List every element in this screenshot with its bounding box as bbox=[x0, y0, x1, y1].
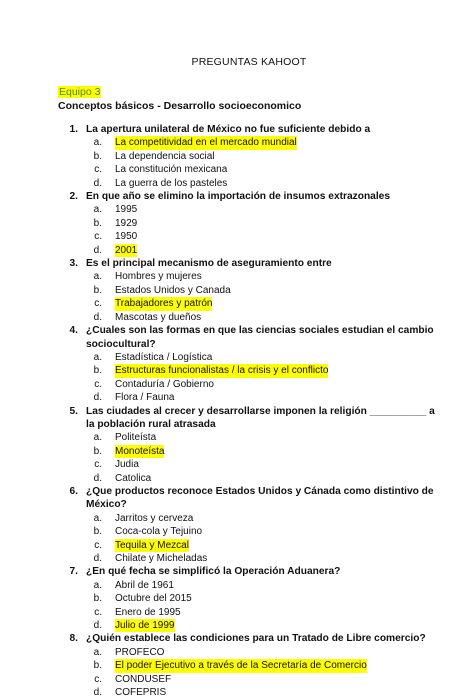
answer-option bbox=[58, 284, 474, 297]
question-item bbox=[58, 257, 474, 324]
option-text: Estadística / Logística bbox=[115, 351, 213, 363]
question-text: Las ciudades al crecer y desarrollarse imponen la religión __________ a la población rural atrasada bbox=[86, 405, 435, 430]
answer-option bbox=[58, 391, 474, 404]
option-letter: b. bbox=[93, 526, 102, 538]
option-letter: a. bbox=[93, 137, 102, 149]
option-text: Chilate y Micheladas bbox=[115, 553, 208, 564]
option-letter: a. bbox=[93, 432, 102, 444]
option-text: Jarritos y cerveza bbox=[115, 512, 194, 524]
question-number: 2. bbox=[69, 191, 78, 203]
option-text: Judia bbox=[115, 459, 139, 471]
option-letter: b. bbox=[93, 150, 102, 162]
correct-answer-text: 2001 bbox=[115, 244, 138, 256]
header-block bbox=[58, 82, 474, 113]
question-text: ¿Quién establece las condiciones para un Tratado de Libre comercio? bbox=[86, 633, 426, 645]
option-letter: c. bbox=[94, 164, 102, 176]
option-text: Flora / Fauna bbox=[115, 392, 175, 404]
subtitle: Conceptos básicos - Desarrollo socioeconomico bbox=[58, 100, 302, 112]
question-line bbox=[58, 485, 474, 512]
question-number: 1. bbox=[69, 124, 78, 135]
option-letter: c. bbox=[94, 606, 102, 618]
question-text: ¿Cuales son las formas en que las ciencias sociales estudian el cambio sociocultural? bbox=[86, 325, 434, 350]
question-item bbox=[58, 190, 474, 257]
answer-option bbox=[58, 552, 474, 565]
answer-option bbox=[58, 378, 474, 391]
option-letter: d. bbox=[93, 177, 102, 189]
option-letter: b. bbox=[93, 593, 102, 605]
question-item bbox=[58, 405, 474, 485]
question-number: 7. bbox=[69, 566, 78, 578]
question-text: ¿En qué fecha se simplificó la Operación Aduanera? bbox=[86, 566, 341, 578]
question-text: Es el principal mecanismo de aseguramiento entre bbox=[86, 258, 332, 270]
option-letter: a. bbox=[93, 646, 102, 658]
option-letter: b. bbox=[93, 284, 102, 296]
correct-answer-text: La competitividad en el mercado mundial bbox=[115, 137, 297, 149]
option-text: CONDUSEF bbox=[115, 673, 172, 685]
option-letter: b. bbox=[93, 365, 102, 377]
option-text: Estados Unidos y Canada bbox=[115, 284, 231, 296]
option-list bbox=[58, 203, 474, 257]
question-item bbox=[58, 485, 474, 565]
answer-option bbox=[58, 136, 474, 149]
option-text: Coca-cola y Tejuino bbox=[115, 526, 203, 538]
question-number: 5. bbox=[69, 405, 78, 417]
option-letter: c. bbox=[94, 673, 102, 685]
option-letter: d. bbox=[93, 244, 102, 256]
answer-option bbox=[58, 525, 474, 538]
question-text: En que año se elimino la importación de insumos extrazonales bbox=[86, 191, 391, 203]
option-text: 1950 bbox=[115, 231, 138, 243]
answer-option bbox=[58, 659, 474, 672]
question-line bbox=[58, 190, 474, 203]
option-letter: a. bbox=[93, 204, 102, 216]
option-list bbox=[58, 270, 474, 324]
option-letter: c. bbox=[94, 298, 102, 310]
answer-option bbox=[58, 270, 474, 283]
option-list bbox=[58, 512, 474, 566]
option-letter: d. bbox=[93, 687, 102, 699]
option-letter: d. bbox=[93, 620, 102, 632]
option-text: Abril de 1961 bbox=[115, 579, 174, 591]
question-line bbox=[58, 565, 474, 578]
answer-option bbox=[58, 686, 474, 699]
answer-option bbox=[58, 163, 474, 176]
answer-option bbox=[58, 217, 474, 230]
question-number: 3. bbox=[69, 258, 78, 270]
team-label: Equipo 3 bbox=[59, 86, 101, 98]
correct-answer-text: Tequila y Mezcal bbox=[115, 539, 189, 551]
correct-answer-text: Julio de 1999 bbox=[115, 620, 175, 632]
option-letter: b. bbox=[93, 445, 102, 457]
question-text: La apertura unilateral de México no fue suficiente debido a bbox=[86, 124, 371, 135]
option-text: Mascotas y dueños bbox=[115, 311, 202, 323]
answer-option bbox=[58, 579, 474, 592]
question-text: ¿Que productos reconoce Estados Unidos y Cánada como distintivo de México? bbox=[86, 485, 434, 511]
answer-option bbox=[58, 150, 474, 163]
option-letter: d. bbox=[93, 311, 102, 323]
answer-option bbox=[58, 619, 474, 632]
option-text: Hombres y mujeres bbox=[115, 271, 202, 283]
question-line bbox=[58, 405, 474, 432]
option-text: Catolica bbox=[115, 472, 152, 484]
question-number: 4. bbox=[69, 325, 78, 337]
answer-option bbox=[58, 445, 474, 458]
option-list bbox=[58, 136, 474, 190]
question-line bbox=[58, 257, 474, 270]
question-item bbox=[58, 123, 474, 190]
option-list bbox=[58, 351, 474, 405]
answer-option bbox=[58, 592, 474, 605]
answer-option bbox=[58, 512, 474, 525]
option-text: Octubre del 2015 bbox=[115, 593, 192, 605]
page-title: PREGUNTAS KAHOOT bbox=[191, 56, 307, 68]
option-list bbox=[58, 431, 474, 485]
option-list bbox=[58, 579, 474, 633]
question-number: 8. bbox=[69, 633, 78, 645]
correct-answer-text: El poder Ejecutivo a través de la Secretaría de Comercio bbox=[115, 660, 367, 672]
answer-option bbox=[58, 203, 474, 216]
option-letter: a. bbox=[93, 351, 102, 363]
option-letter: c. bbox=[94, 459, 102, 471]
question-item bbox=[58, 324, 474, 404]
option-text: 1929 bbox=[115, 217, 138, 229]
answer-option bbox=[58, 177, 474, 190]
option-text: La constitución mexicana bbox=[115, 164, 228, 176]
option-letter: d. bbox=[93, 472, 102, 484]
answer-option bbox=[58, 458, 474, 471]
option-letter: c. bbox=[94, 539, 102, 551]
question-list bbox=[0, 123, 474, 699]
answer-option bbox=[58, 673, 474, 686]
answer-option bbox=[58, 297, 474, 310]
answer-option bbox=[58, 244, 474, 257]
answer-option bbox=[58, 364, 474, 377]
option-letter: a. bbox=[93, 579, 102, 591]
question-line bbox=[58, 123, 474, 136]
question-number: 6. bbox=[69, 485, 78, 497]
option-letter: d. bbox=[93, 553, 102, 564]
correct-answer-text: Trabajadores y patrón bbox=[115, 298, 213, 310]
option-text: Contaduría / Gobierno bbox=[115, 378, 214, 390]
answer-option bbox=[58, 311, 474, 324]
answer-option bbox=[58, 606, 474, 619]
answer-option bbox=[58, 472, 474, 485]
option-text: La guerra de los pasteles bbox=[115, 177, 228, 189]
option-letter: b. bbox=[93, 660, 102, 672]
option-text: COFEPRIS bbox=[115, 687, 167, 699]
option-text: 1995 bbox=[115, 204, 138, 216]
answer-option bbox=[58, 230, 474, 243]
option-letter: b. bbox=[93, 217, 102, 229]
answer-option bbox=[58, 539, 474, 552]
option-text: Politeísta bbox=[115, 432, 157, 444]
option-letter: d. bbox=[93, 392, 102, 404]
correct-answer-text: Estructuras funcionalistas / la crisis y el conflicto bbox=[115, 365, 329, 377]
answer-option bbox=[58, 351, 474, 364]
question-line bbox=[58, 324, 474, 351]
option-text: Enero de 1995 bbox=[115, 606, 181, 618]
question-item bbox=[58, 565, 474, 632]
question-line bbox=[58, 632, 474, 645]
question-item bbox=[58, 632, 474, 699]
option-letter: a. bbox=[93, 512, 102, 524]
option-letter: c. bbox=[94, 378, 102, 390]
option-text: La dependencia social bbox=[115, 150, 215, 162]
option-text: PROFECO bbox=[115, 646, 165, 658]
answer-option bbox=[58, 431, 474, 444]
answer-option bbox=[58, 646, 474, 659]
option-letter: c. bbox=[94, 231, 102, 243]
option-list bbox=[58, 646, 474, 699]
correct-answer-text: Monoteísta bbox=[115, 445, 165, 457]
option-letter: a. bbox=[93, 271, 102, 283]
